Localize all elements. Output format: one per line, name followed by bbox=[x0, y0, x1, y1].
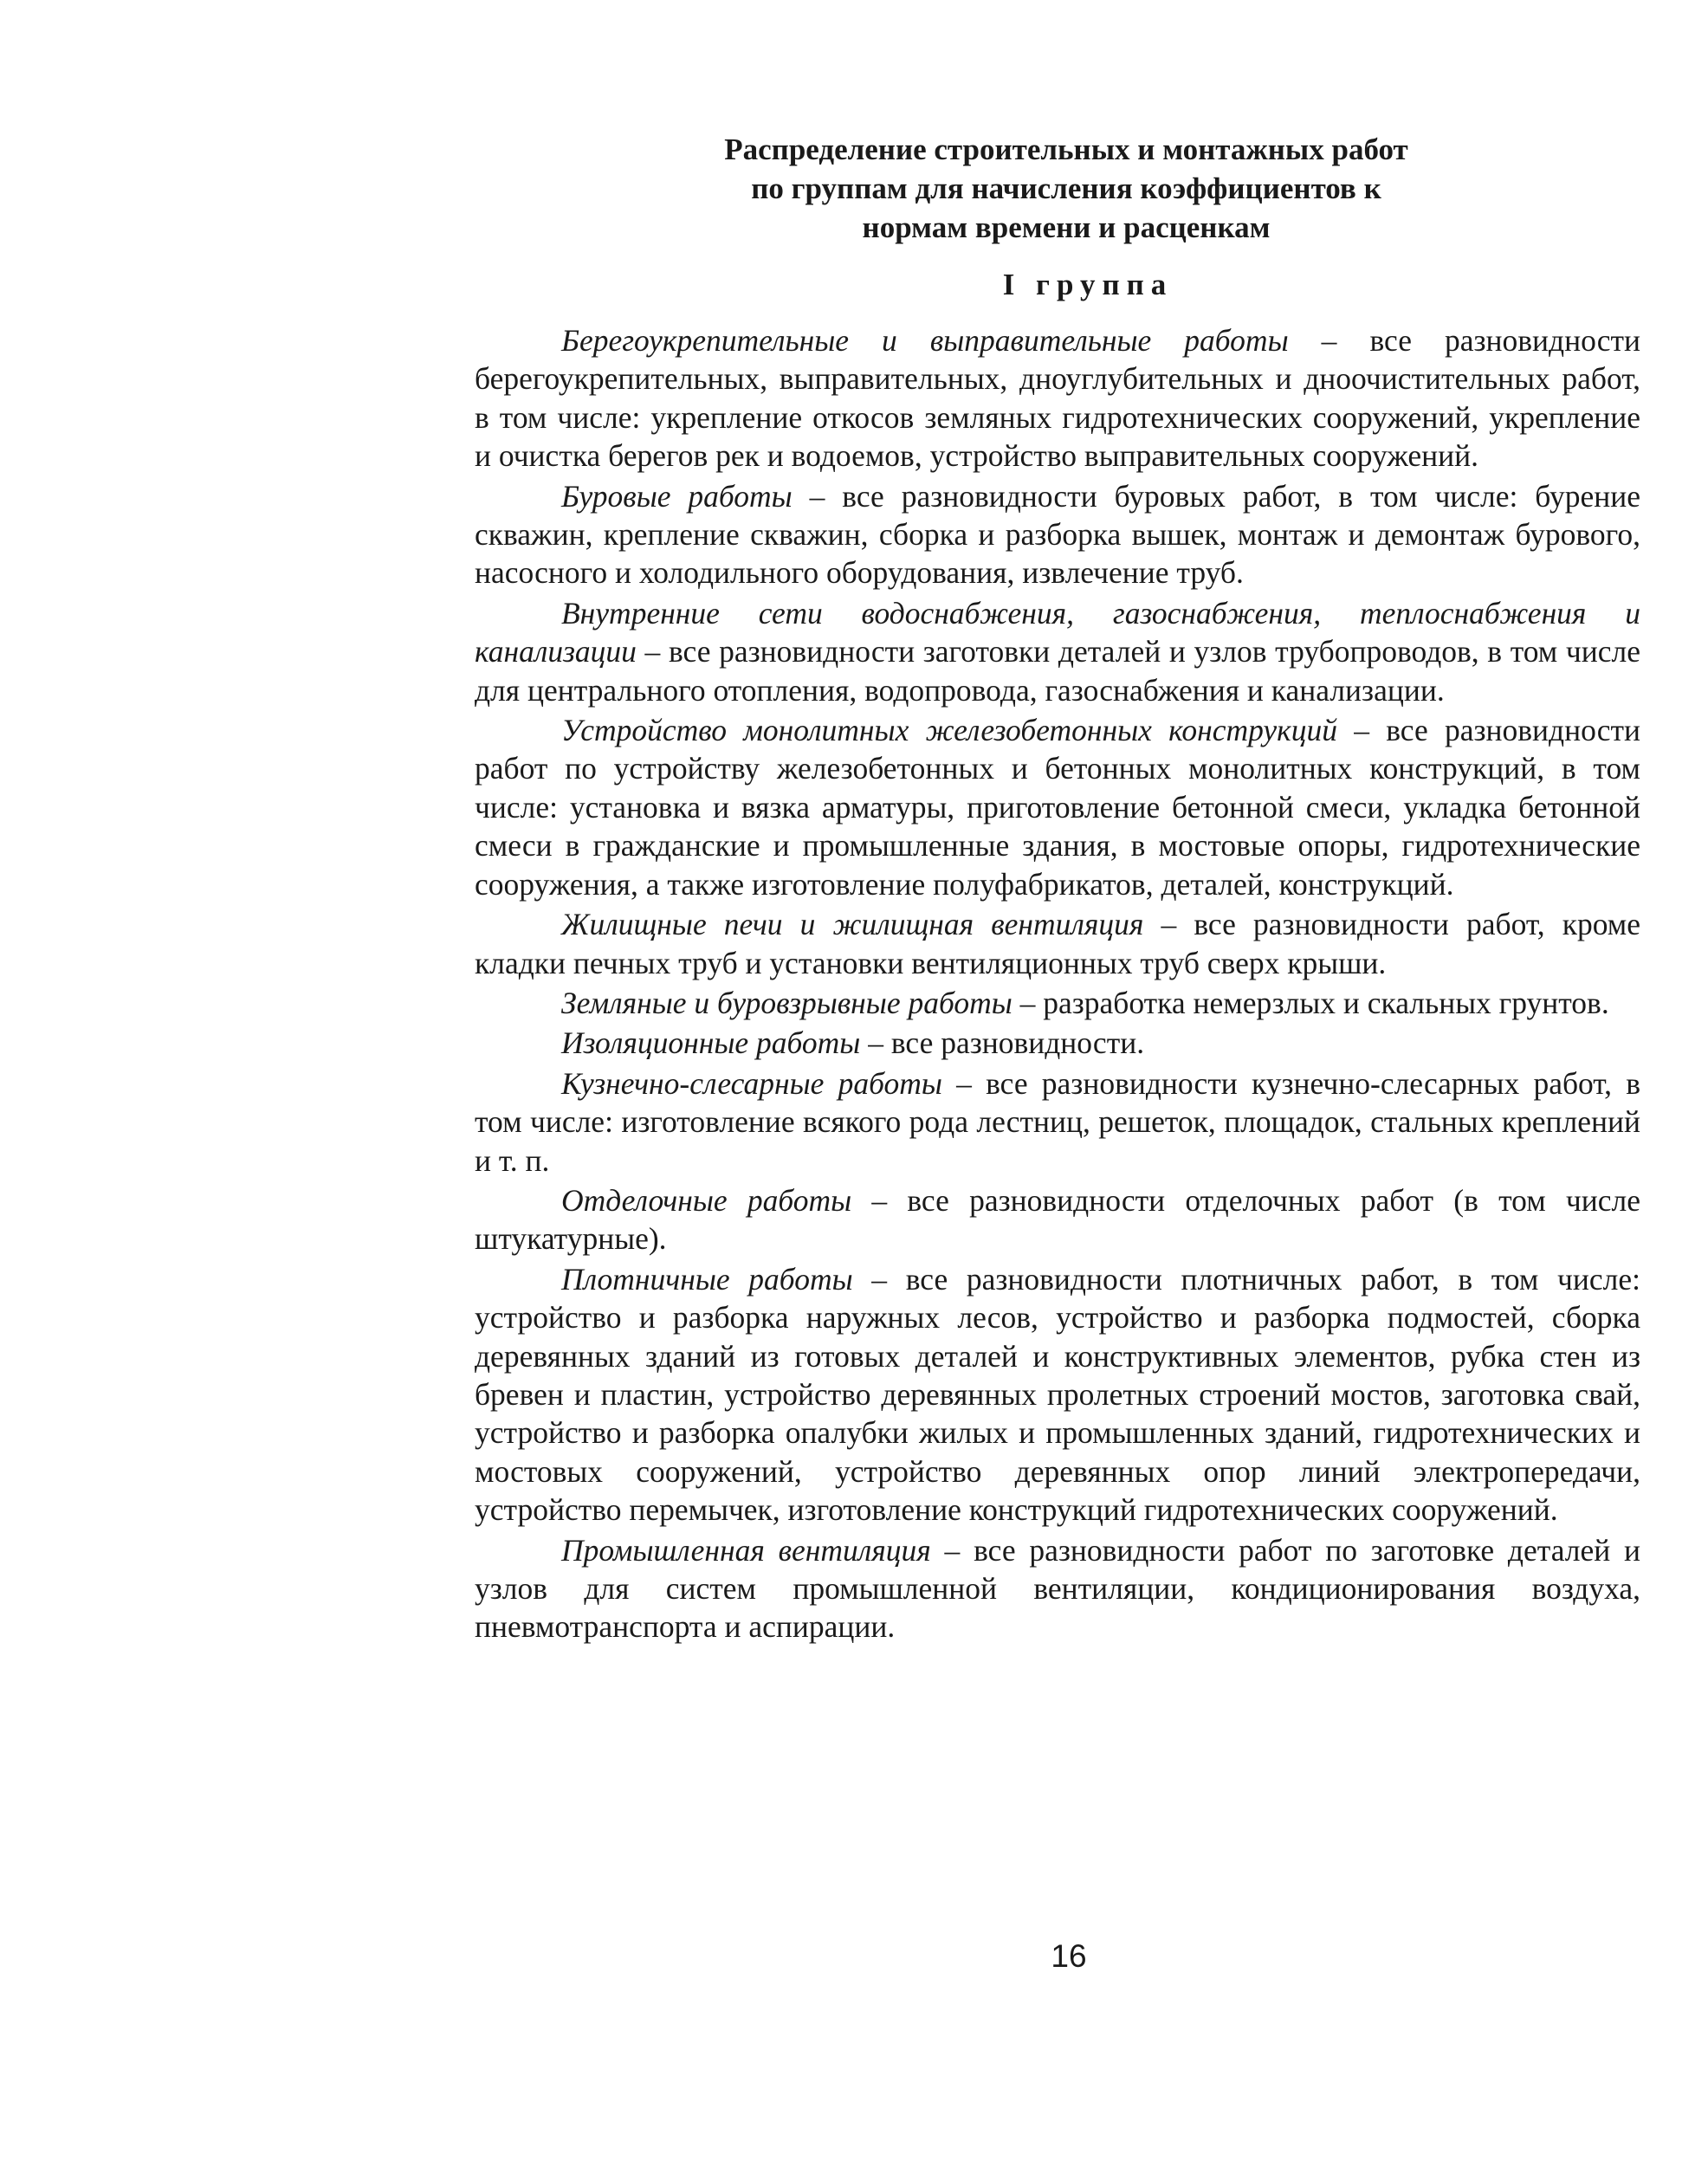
entry-paragraph bbox=[475, 1181, 1640, 1258]
entry-term: Жилищные печи и жилищная вентиляция bbox=[561, 907, 1144, 942]
entry-text: – все разновидности кузнечно-слесарных работ, в том числе: изготовление всякого рода лестниц, решеток, площадок, стальных креплений и т. п. bbox=[475, 1065, 1640, 1178]
entry-paragraph bbox=[475, 1024, 1640, 1062]
entry-text: – все разновидности отделочных работ (в том числе штукатурные). bbox=[475, 1182, 1640, 1257]
entry-term: Отделочные работы bbox=[561, 1182, 852, 1218]
entry-paragraph bbox=[475, 905, 1640, 982]
entry-paragraph bbox=[475, 1064, 1640, 1180]
entry-term: Устройство монолитных железобетонных конструкций bbox=[561, 713, 1338, 748]
entry-text: – все разновидности. bbox=[860, 1025, 1145, 1061]
entry-paragraph bbox=[475, 1531, 1640, 1646]
entry-term: Берегоукрепительные и выправительные работы bbox=[561, 323, 1289, 358]
entry-paragraph bbox=[475, 594, 1640, 709]
entry-text: – все разновидности буровых работ, в том числе: бурение скважин, крепление скважин, сборка и разборка вышек, монтаж и демонтаж бурового, насосного и холодильного оборудования, извлечение труб. bbox=[475, 478, 1641, 591]
entry-term: Плотничные работы bbox=[561, 1261, 853, 1297]
entry-paragraph bbox=[475, 321, 1640, 475]
entry-term: Промышленная вентиляция bbox=[561, 1532, 931, 1568]
entry-text: – все разновидности работ по заготовке деталей и узлов для систем промышленной вентиляции, кондиционирования воздуха, пневмотранспорта и аспирации. bbox=[475, 1532, 1640, 1645]
entry-text: – все разновидности заготовки деталей и узлов трубопроводов, в том числе для центрального отопления, водопровода, газоснабжения и канализации. bbox=[475, 634, 1640, 708]
entry-paragraph bbox=[475, 477, 1640, 592]
title-line-2: по группам для начисления коэффициентов к bbox=[751, 171, 1381, 205]
entry-paragraph bbox=[475, 711, 1640, 903]
entry-text: – разработка немерзлых и скальных грунтов. bbox=[1012, 985, 1609, 1020]
entry-paragraph bbox=[475, 984, 1640, 1022]
group-heading: I группа bbox=[1002, 268, 1174, 301]
entry-term: Земляные и буровзрывные работы bbox=[561, 985, 1013, 1020]
entry-paragraph bbox=[475, 1260, 1640, 1530]
entry-text: – все разновидности работ, кроме кладки печных труб и установки вентиляционных труб сверх крыши. bbox=[475, 907, 1640, 980]
document-title bbox=[475, 130, 1640, 247]
document-page bbox=[475, 130, 1640, 1648]
title-line-1: Распределение строительных и монтажных работ bbox=[724, 133, 1408, 166]
page-number: 16 bbox=[1051, 1938, 1087, 1974]
entry-term: Буровые работы bbox=[561, 478, 793, 514]
entry-text: – все разновидности плотничных работ, в том числе: устройство и разборка наружных лесов, устройство и разборка подмостей, сборка деревянных зданий из готовых деталей и конструктивных элементов, рубка стен из бревен и пластин, устройство деревянных пролетных строений мостов, заготовка свай, устройство и разборка опалубки жилых и промышленных зданий, гидротехнических и мостовых сооружений, устройство деревянных опор линий электропередачи, устройство перемычек, изготовление конструкций гидротехнических сооружений. bbox=[475, 1261, 1640, 1528]
entry-text: – все разновидности берегоукрепительных, выправительных, дноуглубительных и дноочистительных работ, в том числе: укрепление откосов земляных гидротехнических сооружений, укрепление и очистка берегов рек и водоемов, устройство выправительных сооружений. bbox=[475, 323, 1640, 474]
entries-list bbox=[475, 321, 1640, 1646]
entry-term: Внутренние сети водоснабжения, газоснабжения, теплоснабжения и канализации bbox=[475, 595, 1640, 669]
entry-text: – все разновидности работ по устройству железобетонных и бетонных монолитных конструкций, в том числе: установка и вязка арматуры, приготовление бетонной смеси, укладка бетонной смеси в гражданские и промышленные здания, в мостовые опоры, гидротехнические сооружения, а также изготовление полуфабрикатов, деталей, конструкций. bbox=[475, 713, 1640, 902]
entry-term: Кузнечно-слесарные работы bbox=[561, 1065, 942, 1101]
title-line-3: нормам времени и расценкам bbox=[862, 210, 1271, 244]
entry-term: Изоляционные работы bbox=[561, 1025, 861, 1061]
